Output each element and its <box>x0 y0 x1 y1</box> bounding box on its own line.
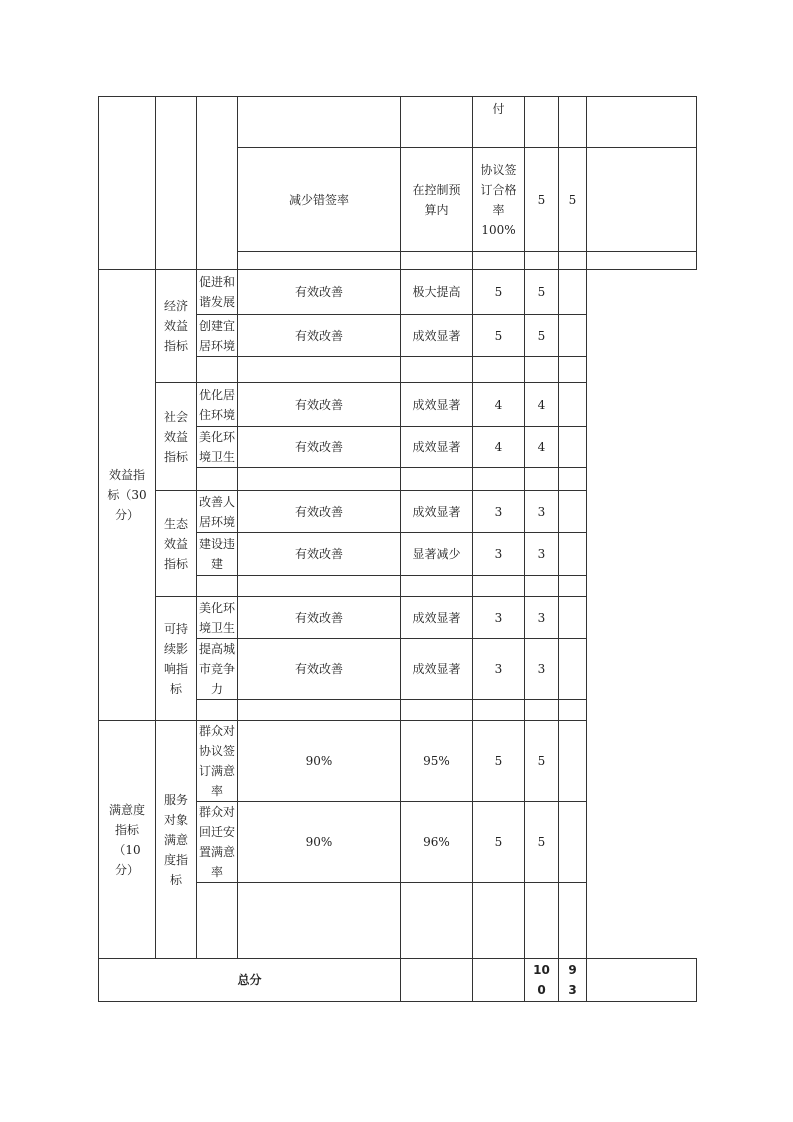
remark-cell <box>559 802 587 883</box>
remark-cell <box>559 427 587 468</box>
indicator-cell: 减少错签率 <box>238 148 401 252</box>
weight-cell: 3 <box>473 491 525 533</box>
weight-cell: 5 <box>473 315 525 357</box>
performance-table <box>98 96 697 1002</box>
target-cell: 在控制预算内 <box>401 148 473 252</box>
total-score: 93 <box>559 959 587 1002</box>
level2-cell <box>197 97 238 270</box>
remark-cell <box>559 270 587 315</box>
target-cell: 有效改善 <box>238 270 401 315</box>
indicator-cell: 创建宜居环境 <box>197 315 238 357</box>
target-cell: 90% <box>238 802 401 883</box>
target-cell: 有效改善 <box>238 639 401 700</box>
actual-cell: 付 <box>473 97 525 148</box>
indicator-cell: 改善人居环境 <box>197 491 238 533</box>
score-cell: 5 <box>525 802 559 883</box>
remark-cell <box>559 491 587 533</box>
weight-cell: 3 <box>473 639 525 700</box>
remark-cell <box>559 383 587 427</box>
indicator-cell: 建设违建 <box>197 533 238 576</box>
score-cell: 3 <box>525 639 559 700</box>
score-cell: 3 <box>525 597 559 639</box>
target-cell: 有效改善 <box>238 383 401 427</box>
indicator-cell: 群众对回迁安置满意率 <box>197 802 238 883</box>
weight-cell: 3 <box>473 533 525 576</box>
subcategory-label: 社会效益指标 <box>156 383 197 491</box>
target-cell: 有效改善 <box>238 597 401 639</box>
actual-cell: 成效显著 <box>401 597 473 639</box>
subcategory-label: 生态效益指标 <box>156 491 197 597</box>
remark-cell <box>559 721 587 802</box>
score-cell: 5 <box>525 270 559 315</box>
indicator-cell: 美化环境卫生 <box>197 597 238 639</box>
indicator-cell: 优化居住环境 <box>197 383 238 427</box>
weight-cell: 5 <box>473 802 525 883</box>
satisfaction-category: 满意度指标（10分） <box>99 721 156 959</box>
target-cell: 有效改善 <box>238 533 401 576</box>
score-cell: 5 <box>525 721 559 802</box>
actual-cell: 显著减少 <box>401 533 473 576</box>
score-cell: 3 <box>525 491 559 533</box>
actual-cell: 成效显著 <box>401 427 473 468</box>
weight-cell: 4 <box>473 427 525 468</box>
target-cell: 有效改善 <box>238 427 401 468</box>
weight-cell: 4 <box>473 383 525 427</box>
subcategory-label: 经济效益指标 <box>156 270 197 383</box>
target-cell: 有效改善 <box>238 491 401 533</box>
indicator-cell: 美化环境卫生 <box>197 427 238 468</box>
weight-cell: 3 <box>473 597 525 639</box>
weight-cell: 5 <box>473 270 525 315</box>
total-label: 总分 <box>99 959 401 1002</box>
remark-cell <box>559 533 587 576</box>
actual-cell: 成效显著 <box>401 491 473 533</box>
actual-cell: 成效显著 <box>401 639 473 700</box>
actual-cell: 协议签订合格率100% <box>473 148 525 252</box>
target-cell: 90% <box>238 721 401 802</box>
score-cell: 5 <box>559 148 587 252</box>
remark-cell <box>559 639 587 700</box>
remark-cell <box>559 597 587 639</box>
score-cell: 4 <box>525 427 559 468</box>
indicator-cell: 群众对协议签订满意率 <box>197 721 238 802</box>
level1-cell <box>156 97 197 270</box>
score-cell: 4 <box>525 383 559 427</box>
target-cell: 有效改善 <box>238 315 401 357</box>
benefit-category: 效益指标（30分） <box>99 270 156 721</box>
score-cell: 5 <box>525 315 559 357</box>
subcategory-label: 可持续影响指标 <box>156 597 197 721</box>
actual-cell: 95% <box>401 721 473 802</box>
remark-cell <box>559 315 587 357</box>
total-weight: 100 <box>525 959 559 1002</box>
actual-cell: 极大提高 <box>401 270 473 315</box>
satisfaction-subcategory: 服务对象满意度指标 <box>156 721 197 959</box>
score-cell: 3 <box>525 533 559 576</box>
weight-cell: 5 <box>473 721 525 802</box>
indicator-cell: 提高城市竞争力 <box>197 639 238 700</box>
category-cell <box>99 97 156 270</box>
indicator-cell: 促进和谐发展 <box>197 270 238 315</box>
weight-cell: 5 <box>525 148 559 252</box>
actual-cell: 成效显著 <box>401 383 473 427</box>
actual-cell: 96% <box>401 802 473 883</box>
actual-cell: 成效显著 <box>401 315 473 357</box>
